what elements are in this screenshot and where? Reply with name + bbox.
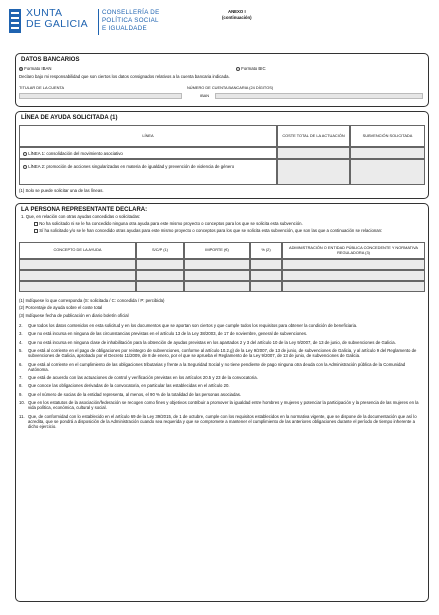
- declaration-item: [19, 362, 421, 372]
- col-line-header: LÍNEA: [19, 125, 277, 147]
- declaration-number: 3.: [19, 331, 23, 337]
- declaration-text: Que todos los datos contenidos en esta solicitud y en los documentos que se aportan son ciertos y que cumple todos los requisitos para obtener la condición de beneficiaria.: [28, 323, 358, 328]
- declaration-text: Que el número de socias de la entidad representa, al menos, el 90 % de la totalidad de las personas asociadas.: [28, 391, 242, 397]
- aid-line-section: [15, 111, 429, 199]
- declaration-text: Que conoce las obligaciones derivadas de la convocatoria, en particular las establecidas en el artículo 20.: [28, 383, 230, 389]
- declaration-item: [19, 383, 421, 388]
- iban-option[interactable]: Formato IBAN: [19, 66, 51, 71]
- declaration-number: 7.: [19, 375, 23, 381]
- aid-row-1-concept-field[interactable]: [19, 259, 136, 270]
- account-number-label: NÚMERO DE CUENTA BANCARIA (24 DÍGITOS): [187, 85, 274, 90]
- iban-prefix: IBAN: [200, 93, 210, 98]
- bic-radio[interactable]: [236, 67, 240, 71]
- line1-row[interactable]: LÍNEA 1: consolidación del movimiento asociativo: [19, 147, 277, 159]
- col-cost-header: COSTE TOTAL DE LA ACTUACIÓN: [277, 125, 350, 147]
- xunta-name-line2: DE GALICIA: [26, 18, 88, 30]
- declaration-text: Que no está incursa en ninguna de las circunstancias previstas en el artículo 13 de la Ley 38/2003, de 17 de noviembre, general de subvenciones.: [28, 331, 308, 337]
- other-aid-yes-option[interactable]: Sí ha solicitado y/o se le han concedido otras ayudas para este mismo proyecto o conceptos para los que se solicita esta subvención, que son las que a continuación se relacionan:: [34, 228, 424, 233]
- aid-row-2-concept-field[interactable]: [19, 270, 136, 281]
- declaration-item: [19, 392, 421, 397]
- line2-subsidy-field[interactable]: [350, 159, 425, 185]
- declaration-number: 5.: [19, 348, 23, 354]
- declaration-text: Que, de conformidad con lo establecido en el artículo 69 de la Ley 39/2015, de 1 de octubre, cumple con los requisitos establecidos en la normativa vigente, que se dispone de la documentación que así lo acredita, que se pondrá a disposición de la Administración cuando sea requerida y que se compromete a mantener el cumplimiento de las anteriores obligaciones durante el período de tiempo inherente a dicho ejercicio.: [28, 413, 417, 429]
- aid-row-1-pct-field[interactable]: [250, 259, 282, 270]
- line1-radio[interactable]: [23, 152, 27, 156]
- declaration-number: 2.: [19, 323, 23, 328]
- col-admin-header: ADMINISTRACIÓN O ENTIDAD PÚBLICA CONCEDENTE Y NORMATIVA REGULADORA (3): [282, 242, 425, 259]
- aid-row-1-amount-field[interactable]: [184, 259, 250, 270]
- col-pct-header: % (2): [250, 242, 282, 259]
- declaration-1: 1. Que, en relación con otras ayudas concedidas o solicitadas:: [21, 214, 141, 219]
- declaration-number: 9.: [19, 391, 23, 397]
- holder-label: TITULAR DE LA CUENTA: [19, 85, 65, 90]
- declaration-text: Que está al corriente en el pago de obligaciones por reintegro de subvenciones, conforme al artículo 10.2.g) de la Ley 9/2007, de 13 de junio, de subvenciones de Galicia, y al artículo 9 del Reglamento de subvenciones de Galicia, aprobado por el Decreto 11/2009, de 8 de enero, por el que se aprueba el Reglamento de la Ley 9/2007, de 13 de junio, de subvenciones de Galicia.: [28, 348, 417, 359]
- declaration-number: 6.: [19, 361, 23, 367]
- annex-title: ANEXO I (continuación): [222, 9, 252, 20]
- declaration-text: Que está de acuerdo con las actuaciones de control y verificación previstas en los artículos 20.5 y 23 de la convocatoria.: [28, 375, 258, 381]
- department-name: CONSELLERÍA DE POLÍTICA SOCIAL E IGUALDADE: [102, 9, 160, 33]
- bank-section-title: DATOS BANCARIOS: [21, 57, 80, 63]
- holder-field[interactable]: [19, 93, 182, 99]
- declaration-item: [19, 348, 421, 358]
- line2-row[interactable]: LÍNEA 2: promoción de acciones singularizadas en materia de igualdad y prevención de violencia de género: [19, 159, 277, 185]
- declaration-text: Que está al corriente en el cumplimiento de las obligaciones tributarias y frente a la Seguridad Social y no tiene pendiente de pago ninguna otra deuda con la Administración pública de la Comunidad Autónoma.: [28, 361, 406, 372]
- aid-row-3-pct-field[interactable]: [250, 281, 282, 292]
- aid-row-3-amount-field[interactable]: [184, 281, 250, 292]
- bank-data-section: [15, 53, 429, 107]
- aid-row-1-scp-field[interactable]: [136, 259, 184, 270]
- line2-radio[interactable]: [23, 165, 27, 169]
- line2-cost-field[interactable]: [277, 159, 350, 185]
- xunta-logo: [8, 7, 96, 35]
- aid-row-3-scp-field[interactable]: [136, 281, 184, 292]
- iban-radio[interactable]: [19, 67, 23, 71]
- declaration-item: [19, 375, 421, 380]
- other-aid-yes-checkbox[interactable]: [34, 229, 38, 233]
- aid-row-2-pct-field[interactable]: [250, 270, 282, 281]
- declaration-item: [19, 340, 421, 345]
- declaration-number: 8.: [19, 383, 23, 389]
- aid-line-table: [19, 125, 425, 185]
- col-scp-header: S/C/P (1): [136, 242, 184, 259]
- aid-row-2-scp-field[interactable]: [136, 270, 184, 281]
- col-amount-header: IMPORTE (€): [184, 242, 250, 259]
- declaration-list: [19, 323, 421, 432]
- declaration-item: [19, 400, 421, 410]
- other-aid-table: [19, 242, 425, 293]
- declaration-item: [19, 323, 421, 328]
- col-concept-header: CONCEPTO DE LA AYUDA: [19, 242, 136, 259]
- header-divider: [98, 9, 99, 35]
- declaration-number: 4.: [19, 339, 23, 345]
- aid-row-1-admin-field[interactable]: [282, 259, 425, 270]
- col-subsidy-header: SUBVENCIÓN SOLICITADA: [350, 125, 425, 147]
- declaration-text: Que en los estatutos de la asociación/federación se recogen como fines y objetivos contribuir a promover la igualdad entre hombres y mujeres y potenciar la participación y la presencia de las mujeres en la vida política, económica, cultural y social.: [28, 400, 419, 411]
- declaration-item: [19, 331, 421, 336]
- representative-title: LA PERSONA REPRESENTANTE DECLARA:: [21, 207, 148, 213]
- representative-section: [15, 203, 429, 602]
- aid-row-2-admin-field[interactable]: [282, 270, 425, 281]
- xunta-name-line1: XUNTA: [26, 7, 63, 19]
- line1-cost-field[interactable]: [277, 147, 350, 159]
- declaration-text: Que no está incursa en ninguna clase de inhabilitación para la obtención de ayudas previstas en los apartados 2 y 3 del artículo 10 de la Ley 9/2007, de 13 de junio, de subvenciones de Galicia.: [28, 339, 396, 345]
- aid-row-3-admin-field[interactable]: [282, 281, 425, 292]
- aid-row-3-concept-field[interactable]: [19, 281, 136, 292]
- line1-subsidy-field[interactable]: [350, 147, 425, 159]
- bic-option[interactable]: Formato BIC: [236, 66, 266, 71]
- other-aid-no-checkbox[interactable]: [34, 222, 38, 226]
- aid-line-title: LÍNEA DE AYUDA SOLICITADA (1): [21, 115, 118, 121]
- declaration-number: 11.: [19, 413, 25, 419]
- aid-note-3: (3) Indíquese fecha de publicación en diario boletín oficial: [19, 312, 129, 318]
- bank-declaration: Declaro bajo mi responsabilidad que son ciertos los datos consignados relativos a la cuenta bancaria indicada.: [19, 74, 230, 79]
- other-aid-no-option[interactable]: No ha solicitado ni se le ha concedido ninguna otra ayuda para este mismo proyecto o conceptos para los que se solicita esta subvención.: [34, 221, 424, 226]
- account-number-field[interactable]: [215, 93, 423, 99]
- aid-row-2-amount-field[interactable]: [184, 270, 250, 281]
- aid-table-notes: [19, 297, 164, 319]
- declaration-number: 10.: [19, 400, 25, 406]
- declaration-item: [19, 414, 421, 429]
- aid-note-1: (1) Indíquese lo que corresponda (S: solicitada / C: concedida / P: percibida): [19, 298, 165, 303]
- aid-line-note: (1) Solo se puede solicitar una de las líneas.: [19, 188, 104, 193]
- xunta-shield-icon: [8, 9, 22, 33]
- aid-note-2: (2) Porcentaje de ayuda sobre el coste total: [19, 305, 103, 311]
